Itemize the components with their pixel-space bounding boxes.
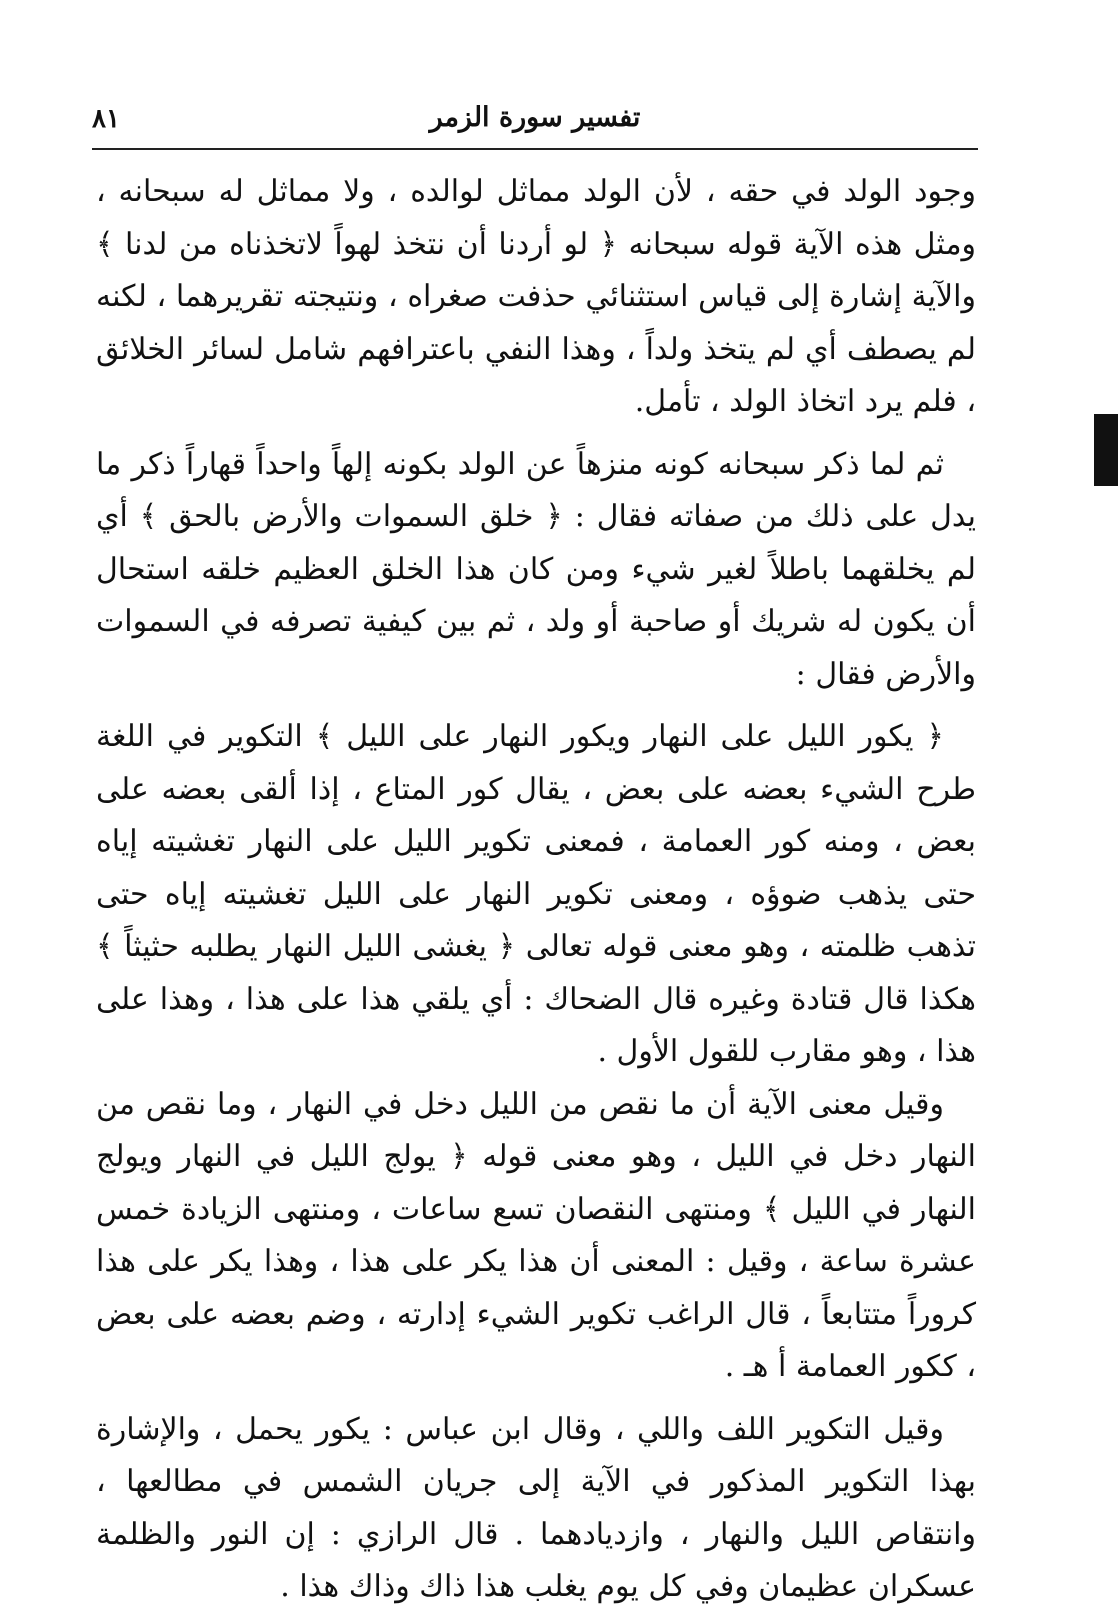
paragraph-4: وقيل معنى الآية أن ما نقص من الليل دخل في النهار ، وما نقص من النهار دخل في الليل ، وهو معنى قوله ﴿ يولج الليل في النهار ويولج النهار في الليل ﴾ ومنتهى النقصان تسع ساعات ، ومنتهى الزيادة خمس عشرة ساعة ، وقيل : المعنى أن هذا يكر على هذا ، وهذا يكر على هذا كروراً متتابعاً ، قال الراغب تكوير الشيء إدارته ، وضم بعضه على بعض ، ككور العمامة أ هـ . — [96, 1086, 976, 1384]
page-edge-tab-mark — [1094, 414, 1118, 486]
page-header — [92, 100, 978, 150]
paragraph-2: ثم لما ذكر سبحانه كونه منزهاً عن الولد بكونه إلهاً واحداً قهاراً ذكر ما يدل على ذلك من صفاته فقال : ﴿ خلق السموات والأرض بالحق ﴾ أي لم يخلقهما باطلاً لغير شيء ومن كان هذا الخلق العظيم خلقه استحال أن يكون له شريك أو صاحبة أو ولد ، ثم بين كيفية تصرفه في السموات والأرض فقال : — [96, 446, 976, 692]
running-title: تفسير سورة الزمر — [429, 102, 641, 133]
page-number: ٨١ — [92, 104, 120, 134]
paragraph-1: وجود الولد في حقه ، لأن الولد مماثل لوالده ، ولا مماثل له سبحانه ، ومثل هذه الآية قوله سبحانه ﴿ لو أردنا أن نتخذ لهواً لاتخذناه من لدنا ﴾ والآية إشارة إلى قياس استثنائي حذفت صغراه ، ونتيجته تقريرهما ، لكنه لم يصطف أي لم يتخذ ولداً ، وهذا النفي باعترافهم شامل لسائر الخلائق ، فلم يرد اتخاذ الولد ، تأمل. — [96, 174, 976, 419]
paragraph-3: ﴿ يكور الليل على النهار ويكور النهار على الليل ﴾ التكوير في اللغة طرح الشيء بعضه على بعض ، يقال كور المتاع ، إذا ألقى بعضه على بعض ، ومنه كور العمامة ، فمعنى تكوير الليل على النهار تغشيته إياه حتى يذهب ضوؤه ، ومعنى تكوير النهار على الليل تغشيته إياه حتى تذهب ظلمته ، وهو معنى قوله تعالى ﴿ يغشى الليل النهار يطلبه حثيثاً ﴾ هكذا قال قتادة وغيره قال الضحاك : أي يلقي هذا على هذا ، وهذا على هذا ، وهو مقارب للقول الأول . — [96, 719, 976, 1069]
paragraph-5: وقيل التكوير اللف واللي ، وقال ابن عباس : يكور يحمل ، والإشارة بهذا التكوير المذكور في الآية إلى جريان الشمس في مطالعها ، وانتقاص الليل والنهار ، وازديادهما . قال الرازي : إن النور والظلمة عسكران عظيمان وفي كل يوم يغلب هذا ذاك وذاك هذا . — [96, 1411, 976, 1604]
body-text — [96, 166, 976, 1614]
